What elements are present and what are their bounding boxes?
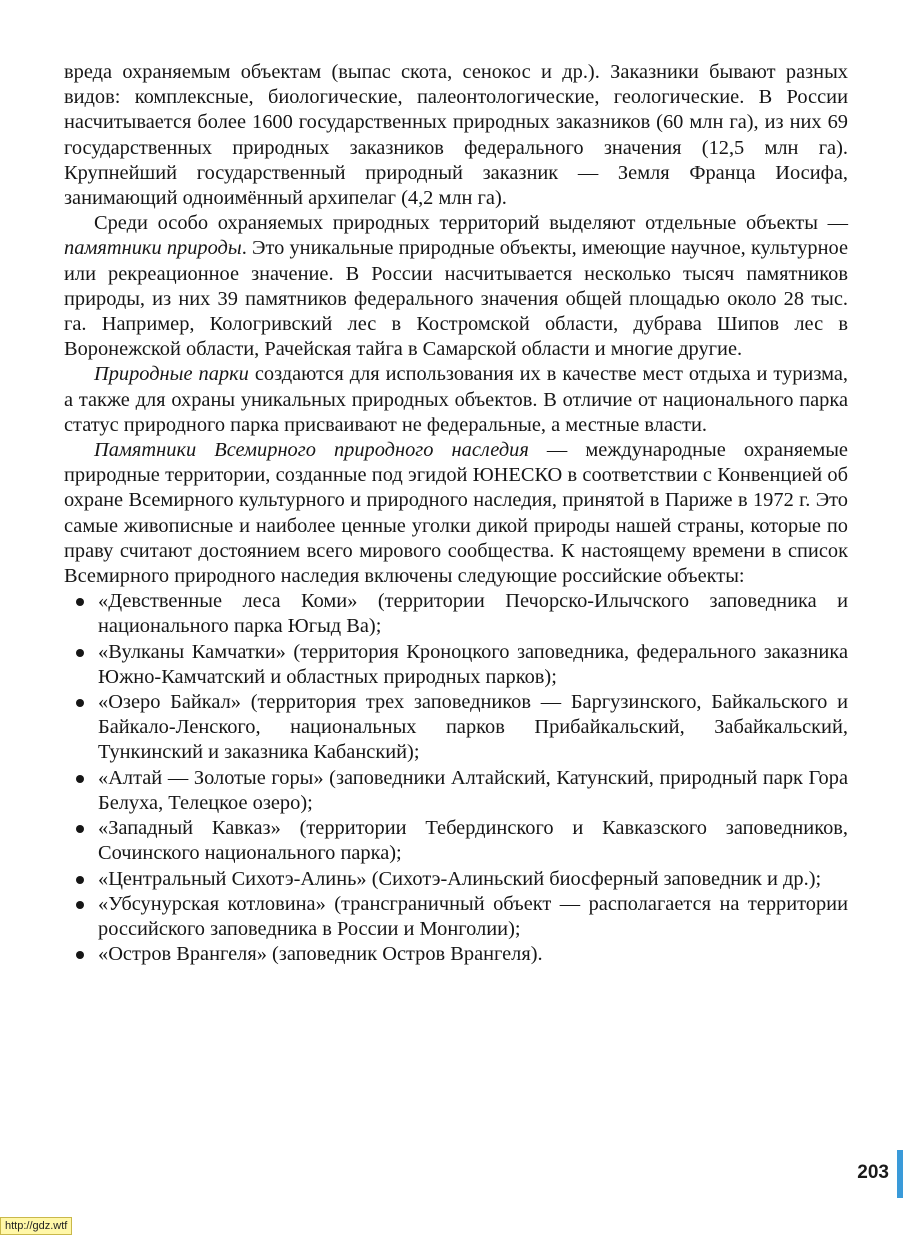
list-item: «Девственные леса Коми» (территории Печорско-Илычского заповедника и национального парка Югыд Ва); xyxy=(64,589,848,639)
paragraph-prirodnye-parki xyxy=(64,362,848,438)
list-item: «Остров Врангеля» (заповедник Остров Врангеля). xyxy=(64,942,848,967)
paragraph-text: Среди особо охраняемых природных территорий выделяют отдельные объекты — xyxy=(94,212,848,235)
paragraph-zakazniki xyxy=(64,60,848,211)
paragraph-text: создаются для использования их в качестве мест отдыха и туризма, а также для охраны уникальных природных объектов. В отличие от национального парка статус природного парка присваивают не федеральные, а местные власти. xyxy=(64,363,849,436)
list-item: «Убсунурская котловина» (трансграничный объект — располагается на территории российского заповедника в России и Монголии); xyxy=(64,892,848,942)
list-item: «Центральный Сихотэ-Алинь» (Сихотэ-Алиньский биосферный заповедник и др.); xyxy=(64,867,848,892)
heritage-sites-list xyxy=(64,589,848,967)
watermark-link[interactable]: http://gdz.wtf xyxy=(0,1217,72,1235)
paragraph-text: . Это уникальные природные объекты, имеющие научное, культурное или рекреационное значение. В России насчитывается несколько тысяч памятников природы, из них 39 памятников федерального значения общей площадью около 28 тыс. га. Например, Кологривский лес в Костромской области, дубрава Шипов лес в Воронежской области, Рачейская тайга в Самарской области и многие другие. xyxy=(64,237,848,361)
paragraph-pamyatniki-prirody xyxy=(64,211,848,362)
list-item: «Алтай — Золотые горы» (заповедники Алтайский, Катунский, природный парк Гора Белуха, Телецкое озеро); xyxy=(64,766,848,816)
list-item: «Западный Кавказ» (территории Тебердинского и Кавказского заповедников, Сочинского национального парка); xyxy=(64,816,848,866)
term-vsemirnoe-nasledie: Памятники Всемирного природного наследия xyxy=(94,439,529,462)
page-edge-tab xyxy=(897,1150,903,1198)
term-prirodnye-parki: Природные парки xyxy=(94,363,249,386)
list-item: «Вулканы Камчатки» (территория Кроноцкого заповедника, федерального заказника Южно-Камчатский и областных природных парков); xyxy=(64,640,848,690)
paragraph-text: вреда охраняемым объектам (выпас скота, сенокос и др.). Заказники бывают разных видов: комплексные, биологические, палеонтологические, геологические. В России насчитывается более 1600 государственных природных заказников (60 млн га), из них 69 государственных природных заказников федерального значения (12,5 млн га). Крупнейший государственный природный заказник — Земля Франца Иосифа, занимающий одноимённый архипелаг (4,2 млн га). xyxy=(64,61,848,210)
list-item: «Озеро Байкал» (территория трех заповедников — Баргузинского, Байкальского и Байкало-Ленского, национальных парков Прибайкальский, Забайкальский, Тункинский и заказника Кабанский); xyxy=(64,690,848,766)
paragraph-text: — международные охраняемые природные территории, созданные под эгидой ЮНЕСКО в соответствии с Конвенцией об охране Всемирного культурного и природного наследия, принятой в Париже в 1972 г. Это самые живописные и наиболее ценные уголки дикой природы нашей страны, которые по праву считают достоянием всего мирового сообщества. К настоящему времени в список Всемирного природного наследия включены следующие российские объекты: xyxy=(64,439,848,588)
page-text-block xyxy=(64,60,848,967)
term-pamyatniki-prirody: памятники природы xyxy=(64,237,242,260)
paragraph-vsemirnoe-nasledie xyxy=(64,438,848,589)
page-number: 203 xyxy=(857,1162,889,1183)
